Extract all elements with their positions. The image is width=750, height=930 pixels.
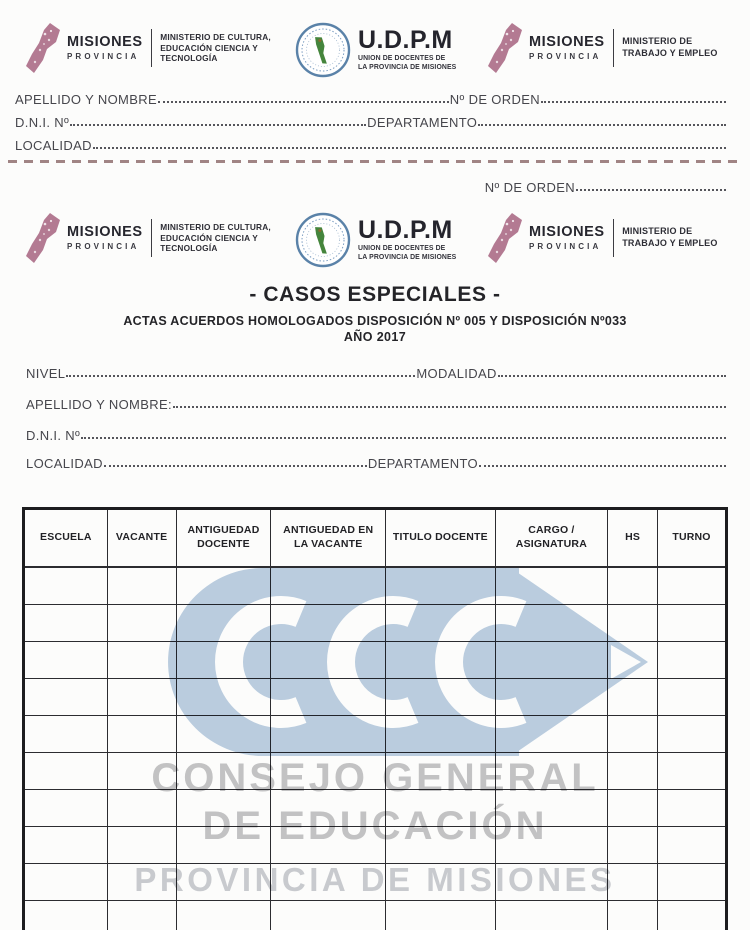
empty-cell [495, 605, 607, 642]
table-row [24, 716, 727, 753]
title-block [0, 283, 750, 344]
empty-cell [386, 567, 496, 605]
n-de-orden-label: Nº DE ORDEN [449, 92, 540, 107]
empty-cell [495, 679, 607, 716]
empty-cell [24, 790, 108, 827]
year-label: AÑO 2017 [343, 330, 407, 344]
table-row [24, 864, 727, 901]
field-line [15, 111, 727, 129]
udpm-sub-line: UNION DE DOCENTES DE [358, 54, 446, 62]
misiones-labor-logo-group [487, 22, 718, 74]
empty-cell [386, 827, 496, 864]
dni-label: D.N.I. Nº [15, 115, 70, 130]
empty-cell [107, 716, 176, 753]
dotted-line [70, 124, 366, 126]
dotted-line [81, 437, 726, 439]
udpm-logo-group [295, 22, 456, 78]
ministry-line: TRABAJO Y EMPLEO [622, 238, 718, 248]
udpm-sub-line: UNION DE DOCENTES DE [358, 244, 446, 252]
empty-cell [658, 605, 727, 642]
empty-cell [176, 790, 271, 827]
field-line [26, 362, 727, 380]
divider [613, 219, 615, 257]
ministry-line: EDUCACIÓN CIENCIA Y [160, 42, 259, 53]
ministry-line: MINISTERIO DE CULTURA, [160, 31, 271, 42]
empty-cell [176, 605, 271, 642]
empty-cell [24, 605, 108, 642]
empty-cell [658, 679, 727, 716]
table-row [24, 901, 727, 930]
provincia-label: PROVINCIA [529, 51, 602, 61]
empty-cell [107, 901, 176, 930]
table-row [24, 567, 727, 605]
empty-cell [608, 790, 658, 827]
page-subtitle: ACTAS ACUERDOS HOMOLOGADOS DISPOSICIÓN Nº 005 Y DISPOSICIÓN Nº033 [123, 314, 627, 328]
empty-cell [658, 567, 727, 605]
table-row [24, 827, 727, 864]
dotted-line [104, 465, 367, 467]
provincia-label: PROVINCIA [67, 241, 140, 251]
column-header-escuela: ESCUELA [24, 509, 108, 568]
empty-cell [271, 790, 386, 827]
dotted-line [479, 465, 726, 467]
vacancies-table [22, 507, 728, 930]
apellido-nombre-label: APELLIDO Y NOMBRE [15, 92, 158, 107]
field-line [15, 88, 727, 106]
empty-cell [495, 864, 607, 901]
table-row [24, 753, 727, 790]
letterhead-main [0, 212, 750, 274]
empty-cell [495, 642, 607, 679]
empty-cell [107, 827, 176, 864]
empty-cell [495, 790, 607, 827]
empty-cell [608, 901, 658, 930]
column-header-turno: TURNO [658, 509, 727, 568]
dni-label: D.N.I. Nº [26, 428, 81, 443]
empty-cell [107, 864, 176, 901]
empty-cell [658, 642, 727, 679]
empty-cell [271, 642, 386, 679]
empty-cell [658, 790, 727, 827]
field-line [26, 452, 727, 470]
dotted-line [498, 375, 726, 377]
field-line [26, 393, 727, 411]
empty-cell [495, 827, 607, 864]
empty-cell [386, 790, 496, 827]
empty-cell [24, 827, 108, 864]
empty-cell [24, 901, 108, 930]
ministry-line: MINISTERIO DE CULTURA, [160, 221, 271, 232]
watermark-text-line1: CONSEJO GENERAL [151, 756, 599, 800]
dotted-line [173, 406, 726, 408]
empty-cell [658, 753, 727, 790]
divider [151, 219, 153, 257]
dotted-line [93, 147, 726, 149]
misiones-map-icon [25, 22, 61, 74]
empty-cell [386, 716, 496, 753]
udpm-wordmark [358, 25, 457, 72]
ministry-line: TECNOLOGÍA [160, 53, 218, 64]
udpm-sub-line: LA PROVINCIA DE MISIONES [358, 63, 457, 71]
column-header-cargo-asignatura: CARGO / ASIGNATURA [495, 509, 607, 568]
ministry-labor-label [622, 36, 717, 59]
column-header-hs: HS [608, 509, 658, 568]
empty-cell [24, 679, 108, 716]
misiones-map-icon [487, 22, 523, 74]
empty-cell [658, 901, 727, 930]
empty-cell [271, 827, 386, 864]
empty-cell [271, 753, 386, 790]
cut-dashed-line [8, 160, 742, 163]
field-line [26, 424, 727, 442]
empty-cell [386, 901, 496, 930]
udpm-seal-icon [295, 212, 351, 268]
empty-cell [658, 864, 727, 901]
table-row [24, 642, 727, 679]
dotted-line [66, 375, 415, 377]
dotted-line [158, 101, 449, 103]
misiones-culture-logo-group [25, 22, 271, 74]
empty-cell [107, 753, 176, 790]
udpm-subtitle [358, 245, 456, 262]
empty-cell [107, 567, 176, 605]
ministry-line: EDUCACIÓN CIENCIA Y [160, 232, 259, 243]
empty-cell [24, 716, 108, 753]
nivel-label: NIVEL [26, 366, 66, 381]
empty-cell [386, 642, 496, 679]
empty-cell [107, 605, 176, 642]
misiones-wordmark [67, 35, 143, 61]
departamento-label: DEPARTAMENTO [367, 456, 478, 471]
empty-cell [176, 567, 271, 605]
watermark-text-line2: DE EDUCACIÓN [202, 804, 548, 848]
departamento-label: DEPARTAMENTO [367, 115, 478, 130]
empty-cell [608, 642, 658, 679]
table-header-row [24, 509, 727, 568]
column-header-vacante: VACANTE [107, 509, 176, 568]
empty-cell [271, 901, 386, 930]
empty-cell [386, 605, 496, 642]
udpm-seal-icon [295, 22, 351, 78]
ministry-culture-label [160, 32, 271, 64]
table-row [24, 679, 727, 716]
empty-cell [24, 642, 108, 679]
empty-cell [271, 864, 386, 901]
provincia-label: PROVINCIA [67, 51, 140, 61]
provincia-label: PROVINCIA [529, 241, 602, 251]
empty-cell [495, 753, 607, 790]
empty-cell [271, 716, 386, 753]
ministry-line: MINISTERIO DE [622, 36, 693, 47]
empty-cell [24, 864, 108, 901]
empty-cell [658, 827, 727, 864]
udpm-acronym: U.D.P.M [358, 25, 453, 54]
dotted-line [478, 124, 726, 126]
page-title: - CASOS ESPECIALES - [249, 283, 501, 306]
dotted-line [541, 101, 726, 103]
field-line [15, 176, 727, 194]
empty-cell [176, 642, 271, 679]
empty-cell [386, 864, 496, 901]
misiones-label: MISIONES [529, 34, 605, 51]
empty-cell [176, 864, 271, 901]
ministry-line: MINISTERIO DE [622, 226, 693, 237]
empty-cell [495, 716, 607, 753]
empty-cell [271, 605, 386, 642]
ministry-line: TECNOLOGÍA [160, 243, 218, 254]
empty-cell [107, 642, 176, 679]
empty-cell [176, 827, 271, 864]
empty-cell [608, 864, 658, 901]
empty-cell [608, 827, 658, 864]
divider [151, 29, 153, 67]
misiones-label: MISIONES [529, 224, 605, 241]
ministry-line: TRABAJO Y EMPLEO [622, 48, 718, 58]
misiones-label: MISIONES [67, 224, 143, 241]
misiones-wordmark [529, 35, 605, 61]
empty-cell [107, 679, 176, 716]
udpm-sub-line: LA PROVINCIA DE MISIONES [358, 253, 457, 261]
n-de-orden-label: Nº DE ORDEN [484, 180, 575, 195]
letterhead-top [0, 22, 750, 84]
empty-cell [271, 567, 386, 605]
empty-cell [495, 901, 607, 930]
misiones-labor-logo-group [487, 212, 718, 264]
udpm-wordmark [358, 215, 457, 262]
watermark-text-line3: PROVINCIA DE MISIONES [134, 861, 616, 898]
column-header-antiguedad-docente: ANTIGUEDAD DOCENTE [176, 509, 271, 568]
misiones-map-icon [487, 212, 523, 264]
empty-cell [608, 605, 658, 642]
column-header-antiguedad-en-la-vacante: ANTIGUEDAD EN LA VACANTE [271, 509, 386, 568]
misiones-wordmark [529, 225, 605, 251]
empty-cell [608, 716, 658, 753]
udpm-acronym: U.D.P.M [358, 215, 453, 244]
table-row [24, 605, 727, 642]
empty-cell [176, 679, 271, 716]
empty-cell [495, 567, 607, 605]
misiones-wordmark [67, 225, 143, 251]
empty-cell [24, 567, 108, 605]
empty-cell [386, 679, 496, 716]
empty-cell [271, 679, 386, 716]
empty-cell [176, 716, 271, 753]
udpm-logo-group [295, 212, 456, 268]
empty-cell [386, 753, 496, 790]
field-line [15, 134, 727, 152]
empty-cell [608, 567, 658, 605]
empty-cell [608, 679, 658, 716]
divider [613, 29, 615, 67]
table-row [24, 790, 727, 827]
modalidad-label: MODALIDAD [416, 366, 497, 381]
localidad-label: LOCALIDAD [15, 138, 92, 153]
udpm-subtitle [358, 55, 456, 72]
empty-cell [176, 901, 271, 930]
localidad-label: LOCALIDAD [26, 456, 103, 471]
misiones-culture-logo-group [25, 212, 271, 264]
empty-cell [658, 716, 727, 753]
ministry-labor-label [622, 226, 717, 249]
empty-cell [107, 790, 176, 827]
ministry-culture-label [160, 222, 271, 254]
dotted-line [576, 189, 726, 191]
misiones-map-icon [25, 212, 61, 264]
apellido-nombre-label: APELLIDO Y NOMBRE: [26, 397, 172, 412]
column-header-titulo-docente: TITULO DOCENTE [386, 509, 496, 568]
empty-cell [176, 753, 271, 790]
misiones-label: MISIONES [67, 34, 143, 51]
empty-cell [24, 753, 108, 790]
empty-cell [608, 753, 658, 790]
